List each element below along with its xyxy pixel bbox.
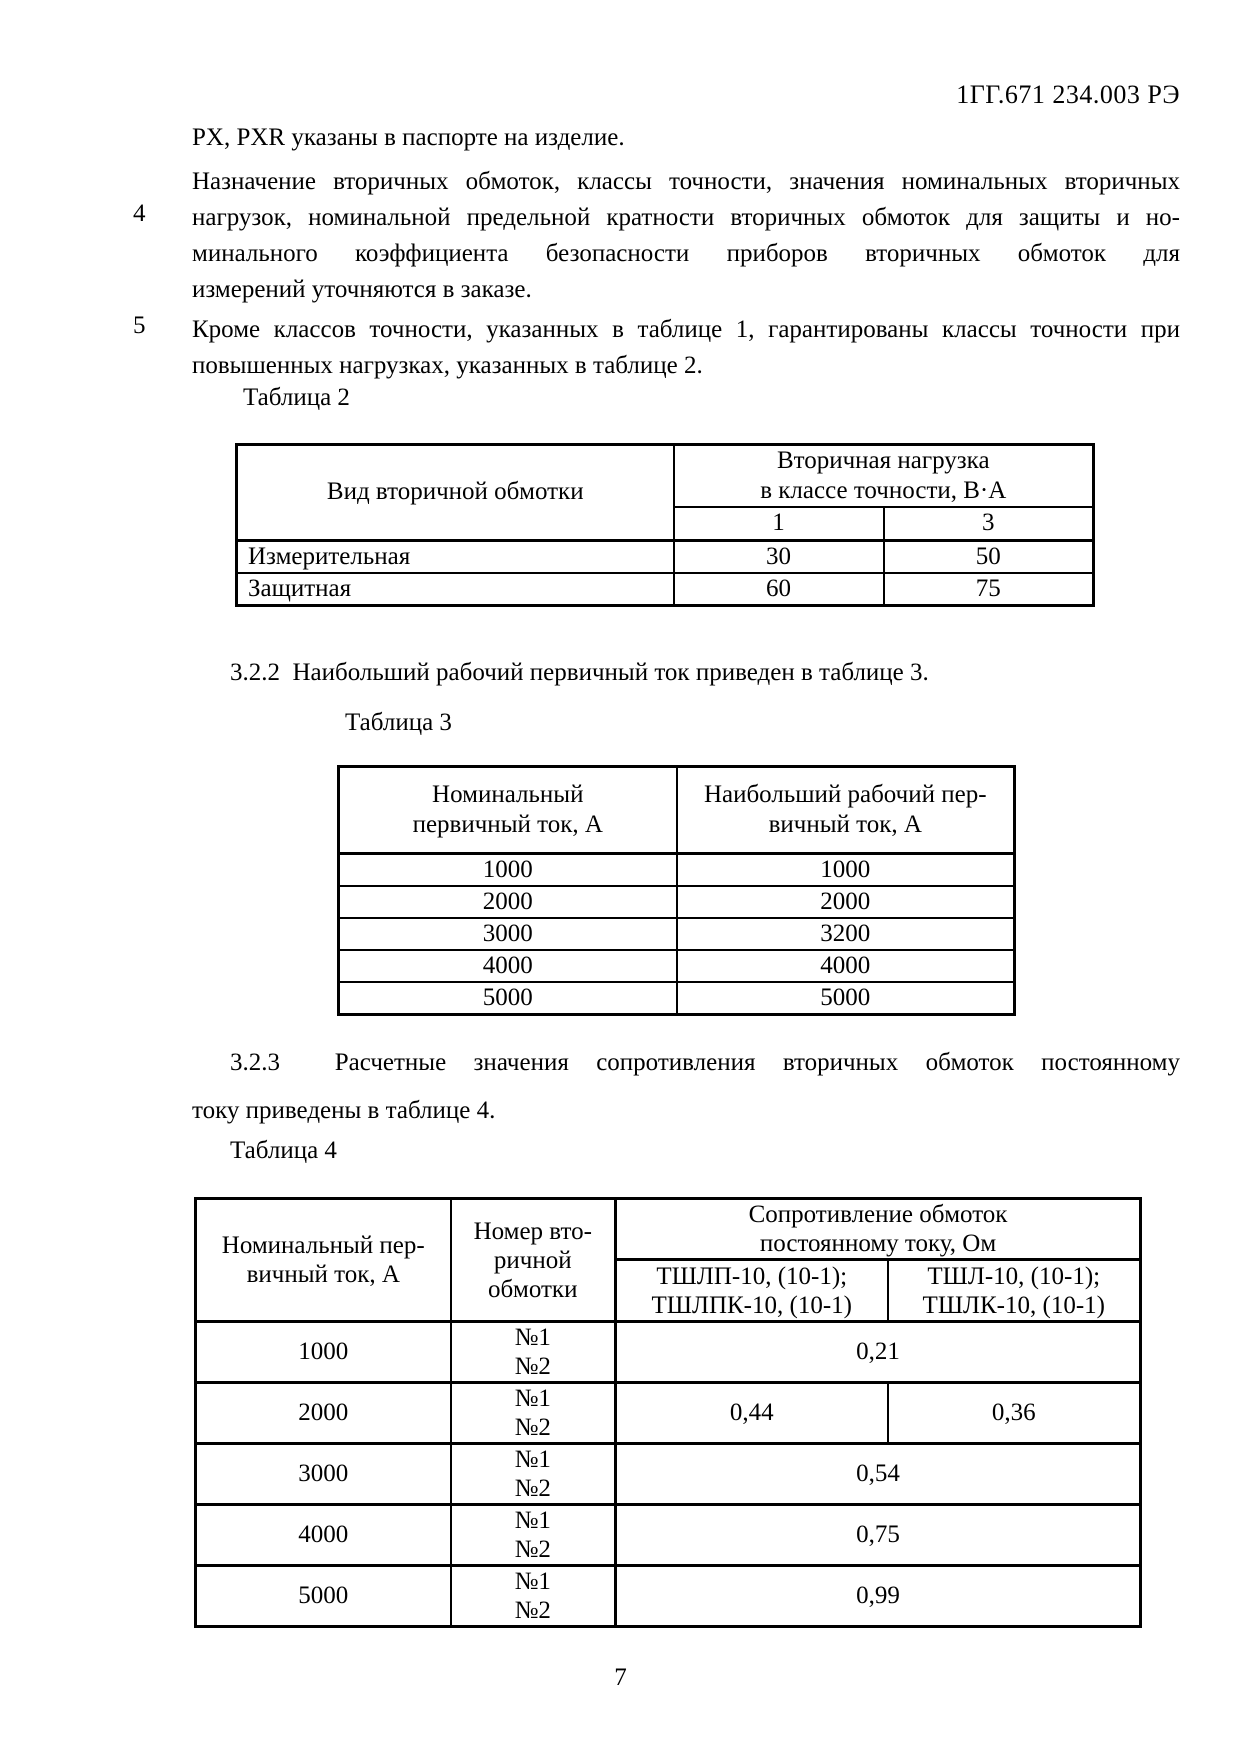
header-line: в классе точности, В·А <box>760 477 1007 504</box>
table-2-subheader-1: 1 <box>674 507 884 540</box>
paragraph-line: минального коэффициента безопасности приборов вторичных обмоток для <box>192 240 1180 267</box>
header-line: первичный ток, А <box>412 811 603 838</box>
table-4-col2-header <box>451 1199 616 1322</box>
table-2-caption: Таблица 2 <box>243 384 350 411</box>
table-4-caption: Таблица 4 <box>230 1137 337 1164</box>
table-row <box>237 540 1094 573</box>
header-line: обмотки <box>488 1275 578 1303</box>
winding-number: №2 <box>514 1414 551 1441</box>
table-cell: 1000 <box>677 854 1015 887</box>
table-cell: 1000 <box>196 1322 451 1383</box>
table-cell: 5000 <box>339 982 677 1015</box>
winding-number: №1 <box>514 1324 551 1351</box>
table-3-col2-header <box>677 767 1015 854</box>
winding-number: №1 <box>514 1446 551 1473</box>
header-line: постоянному току, Ом <box>759 1230 997 1257</box>
intro-line: PX, PXR указаны в паспорте на изделие. <box>192 124 625 151</box>
table-row <box>339 918 1015 950</box>
table-cell: 0,99 <box>616 1566 1141 1627</box>
winding-number: №1 <box>514 1385 551 1412</box>
table-cell: 2000 <box>339 886 677 918</box>
table-row <box>196 1199 1141 1260</box>
table-3 <box>337 765 1016 1016</box>
section-3-2-3 <box>192 1039 1180 1135</box>
table-cell: 3000 <box>339 918 677 950</box>
header-line: Сопротивление обмоток <box>748 1201 1008 1228</box>
table-row <box>339 767 1015 854</box>
table-cell: 4000 <box>196 1505 451 1566</box>
intro-paragraph <box>192 120 1180 156</box>
header-line: ТШЛПК-10, (10-1) <box>651 1291 852 1319</box>
table-row <box>237 445 1094 508</box>
table-4-subheader-left <box>616 1260 888 1322</box>
table-2 <box>235 443 1095 607</box>
doc-code: 1ГГ.671 234.003 РЭ <box>956 80 1180 109</box>
table-cell: 60 <box>674 573 884 606</box>
header-line: вичный ток, А <box>246 1261 400 1288</box>
table-row <box>339 982 1015 1015</box>
paragraph-line: Кроме классов точности, указанных в таблице 1, гарантированы классы точности при <box>192 316 1180 343</box>
table-cell <box>451 1383 616 1444</box>
header-line: Наибольший рабочий пер- <box>703 781 987 808</box>
table-row <box>339 950 1015 982</box>
section-line: 3.2.3 Расчетные значения сопротивления вторичных обмоток постоянному <box>230 1049 1180 1076</box>
table-4 <box>194 1197 1142 1628</box>
winding-number: №2 <box>514 1536 551 1563</box>
table-row <box>196 1444 1141 1505</box>
table-row <box>196 1566 1141 1627</box>
table-cell <box>451 1505 616 1566</box>
table-cell: 3000 <box>196 1444 451 1505</box>
header-line: ТШЛП-10, (10-1); <box>656 1262 848 1290</box>
table-row <box>339 886 1015 918</box>
table-row <box>196 1383 1141 1444</box>
table-cell: 3200 <box>677 918 1015 950</box>
winding-number: №2 <box>514 1475 551 1502</box>
table-cell: 0,21 <box>616 1322 1141 1383</box>
header-line: ричной <box>493 1246 572 1274</box>
header-line: вичный ток, А <box>768 811 922 838</box>
table-3-caption: Таблица 3 <box>345 709 452 736</box>
paragraph-item-4 <box>192 164 1180 308</box>
table-cell: 4000 <box>677 950 1015 982</box>
section-line: 3.2.2 Наибольший рабочий первичный ток приведен в таблице 3. <box>230 659 929 686</box>
table-cell: Измерительная <box>237 540 674 573</box>
table-cell: 2000 <box>196 1383 451 1444</box>
table-cell: 0,54 <box>616 1444 1141 1505</box>
section-line: току приведены в таблице 4. <box>192 1097 496 1124</box>
table-cell: 4000 <box>339 950 677 982</box>
header-line: Вторичная нагрузка <box>776 447 990 474</box>
item-5-number: 5 <box>133 312 146 339</box>
table-3-col1-header <box>339 767 677 854</box>
winding-number: №2 <box>514 1597 551 1624</box>
header-line: Номер вто- <box>473 1217 592 1245</box>
header-line: ТШЛ-10, (10-1); <box>927 1262 1101 1290</box>
paragraph-line: Назначение вторичных обмоток, классы точности, значения номинальных вторичных <box>192 168 1180 195</box>
table-cell: 0,75 <box>616 1505 1141 1566</box>
table-4-span-header <box>616 1199 1141 1260</box>
item-4-number: 4 <box>133 200 146 227</box>
paragraph-item-5 <box>192 312 1180 384</box>
table-cell: 75 <box>884 573 1094 606</box>
table-2-span-header <box>674 445 1094 508</box>
winding-number: №1 <box>514 1568 551 1595</box>
table-cell: 0,44 <box>616 1383 888 1444</box>
page-number: 7 <box>614 1664 627 1691</box>
header-line: Номинальный <box>432 781 584 808</box>
table-cell: 30 <box>674 540 884 573</box>
table-row <box>339 854 1015 887</box>
winding-number: №2 <box>514 1353 551 1380</box>
table-cell: 0,36 <box>888 1383 1141 1444</box>
table-4-col1-header <box>196 1199 451 1322</box>
table-cell: 5000 <box>196 1566 451 1627</box>
paragraph-line: повышенных нагрузках, указанных в таблице 2. <box>192 352 703 379</box>
table-cell <box>451 1322 616 1383</box>
section-3-2-2 <box>192 655 1180 691</box>
table-cell: 1000 <box>339 854 677 887</box>
table-row <box>237 573 1094 606</box>
table-cell: 2000 <box>677 886 1015 918</box>
paragraph-line: нагрузок, номинальной предельной кратности вторичных обмоток для защиты и но- <box>192 204 1180 231</box>
header-line: ТШЛК-10, (10-1) <box>922 1291 1105 1319</box>
winding-number: №1 <box>514 1507 551 1534</box>
table-cell: Защитная <box>237 573 674 606</box>
header-line: Номинальный пер- <box>221 1232 425 1259</box>
table-cell <box>451 1444 616 1505</box>
table-cell: 50 <box>884 540 1094 573</box>
table-2-subheader-3: 3 <box>884 507 1094 540</box>
table-4-subheader-right <box>888 1260 1141 1322</box>
table-cell: 5000 <box>677 982 1015 1015</box>
table-2-col1-header: Вид вторичной обмотки <box>237 445 674 541</box>
table-row <box>196 1322 1141 1383</box>
table-cell <box>451 1566 616 1627</box>
paragraph-line: измерений уточняются в заказе. <box>192 276 532 303</box>
table-row <box>196 1505 1141 1566</box>
